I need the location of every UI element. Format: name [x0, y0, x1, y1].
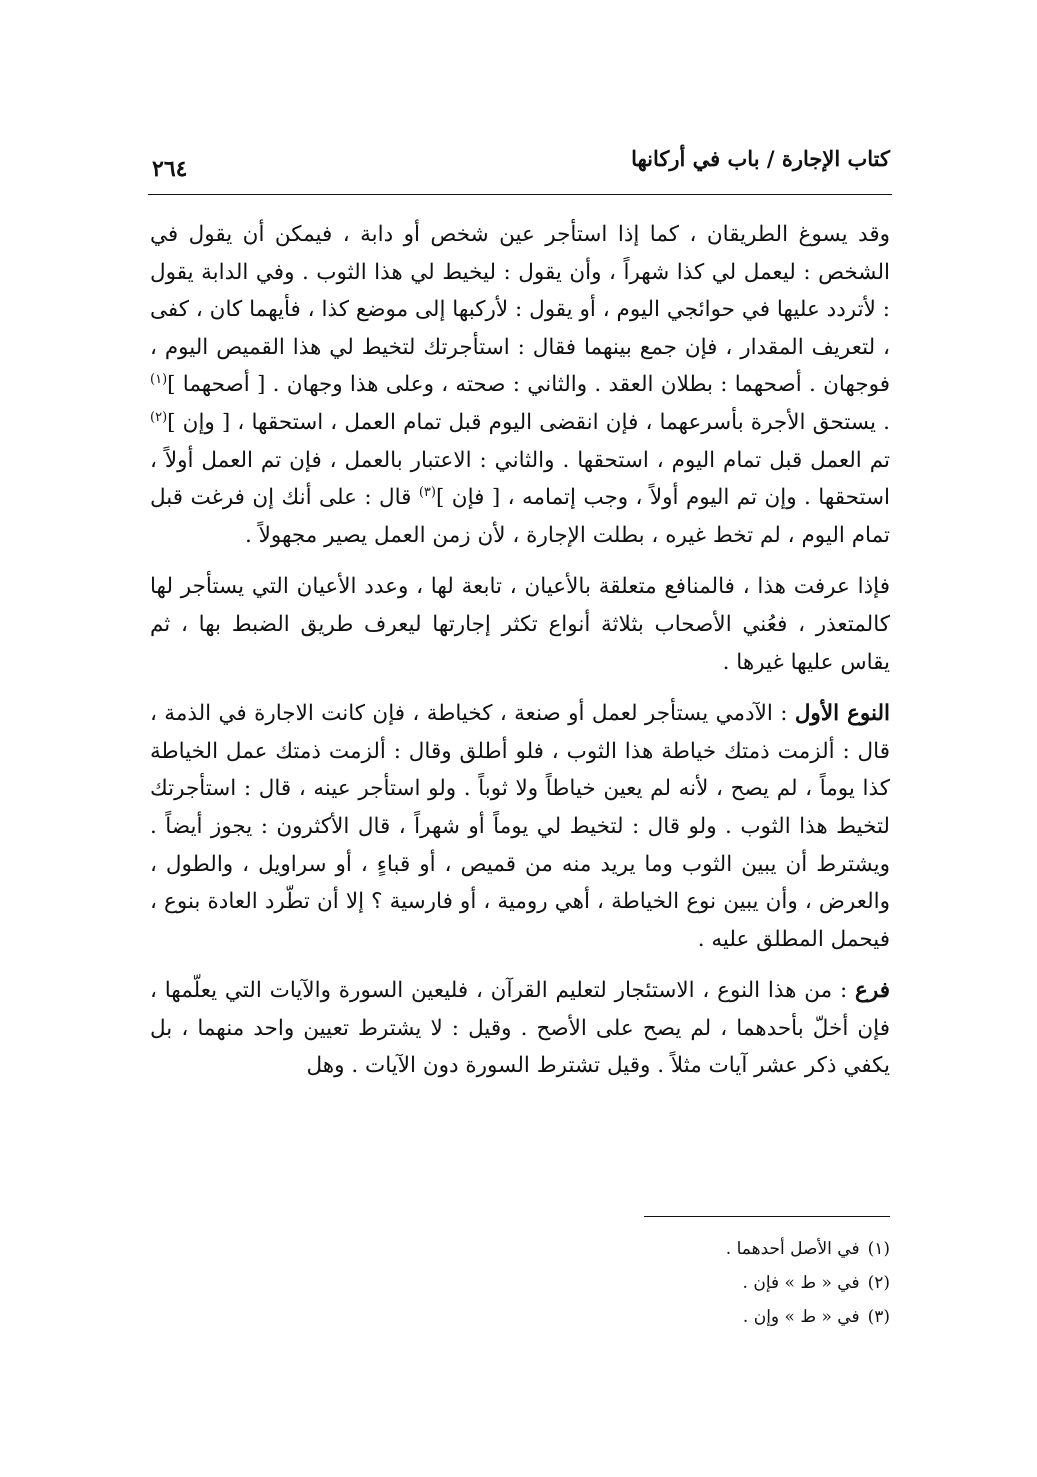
paragraph-4 [150, 972, 890, 1085]
paragraph-3 [150, 695, 890, 958]
paragraph-text: قال : على أنك إن فرغت قبل تمام اليوم ، لم تخط غيره ، بطلت الإجارة ، لأن زمن العمل يصير مجهولاً . [150, 485, 890, 548]
footnote-text: في « ط » وإن . [742, 1307, 860, 1327]
footnote-text: في الأصل أحدهما . [725, 1239, 860, 1259]
paragraph-text: وقد يسوغ الطريقان ، كما إذا استأجر عين شخص أو دابة ، فيمكن أن يقول في الشخص : ليعمل لي كذا شهراً ، وأن يقول : ليخيط لي هذا الثوب . وفي الدابة يقول : لأتردد عليها في حوائجي اليوم ، أو يقول : لأركبها إلى موضع كذا ، فأيهما كان ، كفى ، لتعريف المقدار ، فإن جمع بينهما فقال : استأجرتك لتخيط لي هذا القميص اليوم ، فوجهان . أصحهما : بطلان العقد . والثاني : صحته ، وعلى هذا وجهان . [ أصحهما ] [150, 222, 890, 398]
paragraph-text: : الآدمي يستأجر لعمل أو صنعة ، كخياطة ، فإن كانت الاجارة في الذمة ، قال : ألزمت ذمتك خياطة هذا الثوب ، فلو أطلق وقال : ألزمت ذمتك عمل الخياطة كذا يوماً ، لم يصح ، لأنه لم يعين خياطاً ولا ثوباً . ولو استأجر عينه ، قال : استأجرتك لتخيط هذا الثوب . ولو قال : لتخيط لي يوماً أو شهراً ، قال الأكثرون : يجوز أيضاً . ويشترط أن يبين الثوب وما يريد منه من قميص ، أو قباءٍ ، أو سراويل ، والطول ، والعرض ، وأن يبين نوع الخياطة ، أهي رومية ، أو فارسية ؟ إلا أن تطّرد العادة بنوع ، فيحمل المطلق عليه . [150, 701, 890, 952]
footnote-text: في « ط » فإن . [742, 1273, 860, 1293]
running-header [152, 142, 890, 182]
paragraph-text: : من هذا النوع ، الاستئجار لتعليم القرآن ، فليعين السورة والآيات التي يعلّمها ، فإن أخلّ بأحدهما ، لم يصح على الأصح . وقيل : لا يشترط تعيين واحد منهما ، بل يكفي ذكر عشر آيات مثلاً . وقيل تشترط السورة دون الآيات . وهل [150, 978, 890, 1079]
paragraph-1 [150, 216, 890, 554]
section-heading: فرع [855, 978, 890, 1004]
section-heading: النوع الأول [794, 701, 891, 727]
footnotes [530, 1232, 890, 1334]
footnote-ref-1: (١) [150, 372, 168, 388]
footnote-ref-3: (٣) [418, 485, 436, 500]
footnote-number: (٢) [867, 1273, 890, 1293]
main-text [150, 216, 890, 1099]
footnote-number: (١) [867, 1239, 890, 1259]
footnote-2 [530, 1266, 890, 1300]
footnote-divider [644, 1216, 890, 1217]
footnote-3 [530, 1300, 890, 1334]
header-title: كتاب الإجارة / باب في أركانها [631, 146, 890, 171]
header-divider [148, 194, 892, 195]
paragraph-text: تم العمل قبل تمام اليوم ، استحقها . والثاني : الاعتبار بالعمل ، فإن تم العمل أولاً ، استحقها . وإن تم اليوم أولاً ، وجب إتمامه ، [ فإن ] [150, 447, 890, 511]
paragraph-text: فإذا عرفت هذا ، فالمنافع متعلقة بالأعيان ، تابعة لها ، وعدد الأعيان التي يستأجر لها كالمتعذر ، فعُني الأصحاب بثلاثة أنواع تكثر إجارتها ليعرف طريق الضبط بها ، ثم يقاس عليها غيرها . [150, 574, 890, 675]
footnote-1 [530, 1232, 890, 1266]
footnote-number: (٣) [867, 1307, 890, 1327]
paragraph-text: . يستحق الأجرة بأسرعهما ، فإن انقضى اليوم قبل تمام العمل ، استحقها ، [ وإن ] [167, 409, 890, 435]
page-number: ٢٦٤ [152, 156, 188, 182]
footnote-ref-2: (٢) [150, 409, 168, 425]
paragraph-2 [150, 568, 890, 681]
